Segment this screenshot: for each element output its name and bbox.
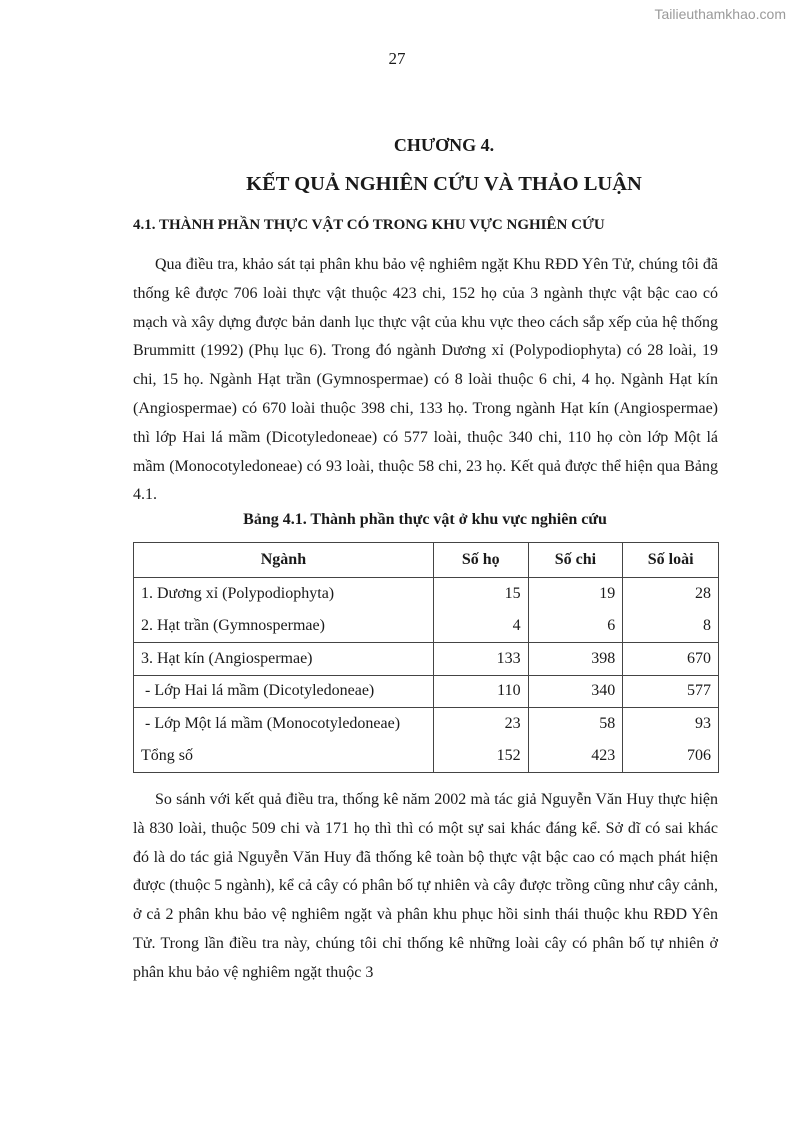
cell-species: 577 (623, 675, 719, 708)
table-row (134, 675, 719, 708)
cell-division: - Lớp Hai lá mầm (Dicotyledoneae) (134, 675, 434, 708)
cell-species: 8 (623, 610, 719, 643)
cell-division: Tổng số (134, 740, 434, 773)
cell-species: 28 (623, 578, 719, 611)
cell-families: 15 (433, 578, 528, 611)
header-division: Ngành (134, 543, 434, 578)
table-header-row (134, 543, 719, 578)
table-row (134, 578, 719, 611)
table-row-total (134, 740, 719, 773)
cell-species: 706 (623, 740, 719, 773)
cell-genera: 19 (528, 578, 623, 611)
header-genera: Số chi (528, 543, 623, 578)
chapter-label: CHƯƠNG 4. (393, 135, 495, 155)
watermark: Tailieuthamkhao.com (654, 6, 786, 22)
cell-genera: 6 (528, 610, 623, 643)
cell-families: 4 (433, 610, 528, 643)
cell-families: 152 (433, 740, 528, 773)
chapter-title: KẾT QUẢ NGHIÊN CỨU VÀ THẢO LUẬN (246, 173, 642, 195)
cell-genera: 340 (528, 675, 623, 708)
cell-families: 133 (433, 643, 528, 676)
body-paragraph-1: Qua điều tra, khảo sát tại phân khu bảo vệ nghiêm ngặt Khu RĐD Yên Tử, chúng tôi đã thống kê được 706 loài thực vật thuộc 423 chi, 152 họ của 3 ngành thực vật bậc cao có mạch và xây dựng được bản danh lục thực vật của khu vực theo cách sắp xếp của hệ thống Brummitt (1992) (Phụ lục 6). Trong đó ngành Dương xỉ (Polypodiophyta) có 28 loài, 19 chi, 15 họ. Ngành Hạt trần (Gymnospermae) có 8 loài thuộc 6 chi, 4 họ. Ngành Hạt kín (Angiospermae) có 670 loài thuộc 398 chi, 133 họ. Trong ngành Hạt kín (Angiospermae) thì lớp Hai lá mầm (Dicotyledoneae) có 577 loài, thuộc 340 chi, 110 họ còn lớp Một lá mầm (Monocotyledoneae) có 93 loài, thuộc 58 chi, 23 họ. Kết quả được thể hiện qua Bảng 4.1. (133, 256, 718, 504)
section-heading: 4.1. THÀNH PHẦN THỰC VẬT CÓ TRONG KHU VỰC NGHIÊN CỨU (133, 217, 605, 233)
cell-species: 93 (623, 708, 719, 741)
cell-genera: 398 (528, 643, 623, 676)
cell-families: 110 (433, 675, 528, 708)
cell-division: 2. Hạt trần (Gymnospermae) (134, 610, 434, 643)
cell-families: 23 (433, 708, 528, 741)
table-row (134, 643, 719, 676)
cell-division: 3. Hạt kín (Angiospermae) (134, 643, 434, 676)
cell-genera: 423 (528, 740, 623, 773)
header-families: Số họ (433, 543, 528, 578)
cell-division: - Lớp Một lá mầm (Monocotyledoneae) (134, 708, 434, 741)
header-species: Số loài (623, 543, 719, 578)
plant-composition-table (133, 542, 719, 773)
table-caption: Bảng 4.1. Thành phần thực vật ở khu vực nghiên cứu (243, 511, 607, 528)
body-paragraph-2: So sánh với kết quả điều tra, thống kê năm 2002 mà tác giả Nguyễn Văn Huy thực hiện là 830 loài, thuộc 509 chi và 171 họ thì thì có một sự sai khác đáng kể. Sở dĩ có sai khác đó là do tác giả Nguyễn Văn Huy đã thống kê toàn bộ thực vật bậc cao có mạch phát hiện được (thuộc 5 ngành), kể cả cây có phân bố tự nhiên và cây được trồng cũng như cây cảnh, ở cả 2 phân khu bảo vệ nghiêm ngặt và phân khu phục hồi sinh thái thuộc khu RĐD Yên Tử. Trong lần điều tra này, chúng tôi chỉ thống kê những loài cây có phân bố tự nhiên ở phân khu bảo vệ nghiêm ngặt thuộc 3 (133, 791, 718, 981)
table-row (134, 708, 719, 741)
page-number: 27 (388, 49, 406, 68)
cell-species: 670 (623, 643, 719, 676)
table-row (134, 610, 719, 643)
cell-division: 1. Dương xỉ (Polypodiophyta) (134, 578, 434, 611)
cell-genera: 58 (528, 708, 623, 741)
